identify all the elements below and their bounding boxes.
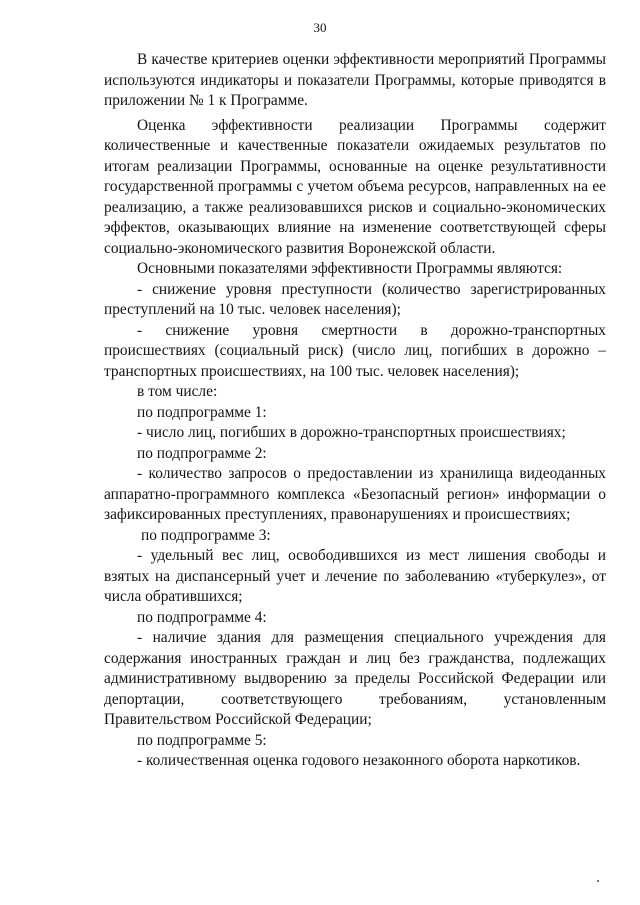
list-item-special-facility: - наличие здания для размещения специального учреждения для содержания иностранных граждан и лиц без гражданства, подлежащих административному выдворению за пределы Российской Федерации или депортации, соответствующего требованиям, установленным Правительством Российской Федерации;	[104, 629, 606, 728]
paragraph-criteria: В качестве критериев оценки эффективности мероприятий Программы используются индикаторы и показатели Программы, которые приводятся в приложении № 1 к Программе.	[104, 51, 606, 109]
paragraph-indicators-intro: Основными показателями эффективности Программы являются:	[137, 260, 563, 277]
list-item-tuberculosis: - удельный вес лиц, освободившихся из мест лишения свободы и взятых на диспансерный учет и лечение по заболеванию «туберкулез», от числа обратившихся;	[104, 547, 606, 605]
subprogram-4-heading: по подпрограмме 4:	[137, 608, 267, 626]
subprogram-2-heading: по подпрограмме 2:	[137, 444, 267, 462]
paragraph-evaluation: Оценка эффективности реализации Программы содержит количественные и качественные показатели ожидаемых результатов по итогам реализации Программы, основанные на оценке результативности государственной программы с учетом объема ресурсов, направленных на ее реализацию, а также реализовавшихся рисков и социально-экономических эффектов, оказывающих влияние на изменение соответствующей сферы социально-экономического развития Воронежской области.	[104, 116, 606, 257]
list-item-road-mortality: - снижение уровня смертности в дорожно-транспортных происшествиях (социальный риск) (число лиц, погибших в дорожно – транспортных происшествиях, на 100 тыс. человек населения);	[104, 321, 606, 380]
list-item-crime-rate: - снижение уровня преступности (количество зарегистрированных преступлений на 10 тыс. человек населения);	[104, 280, 606, 318]
list-item-road-deaths: - число лиц, погибших в дорожно-транспортных происшествиях;	[137, 424, 566, 441]
list-item-drug-trafficking: - количественная оценка годового незаконного оборота наркотиков.	[137, 752, 581, 769]
subprogram-1-heading: по подпрограмме 1:	[137, 403, 267, 421]
list-item-video-requests: - количество запросов о предоставлении из хранилища видеоданных аппаратно-программного комплекса «Безопасный регион» информации о зафиксированных преступлениях, правонарушениях и происшествиях;	[104, 465, 606, 523]
paragraph-including: в том числе:	[137, 383, 218, 400]
subprogram-5-heading: по подпрограмме 5:	[137, 731, 267, 749]
page-number: 30	[313, 20, 327, 35]
scan-speck	[597, 880, 599, 882]
document-body	[104, 50, 606, 772]
subprogram-3-heading: по подпрограмме 3:	[141, 526, 271, 544]
